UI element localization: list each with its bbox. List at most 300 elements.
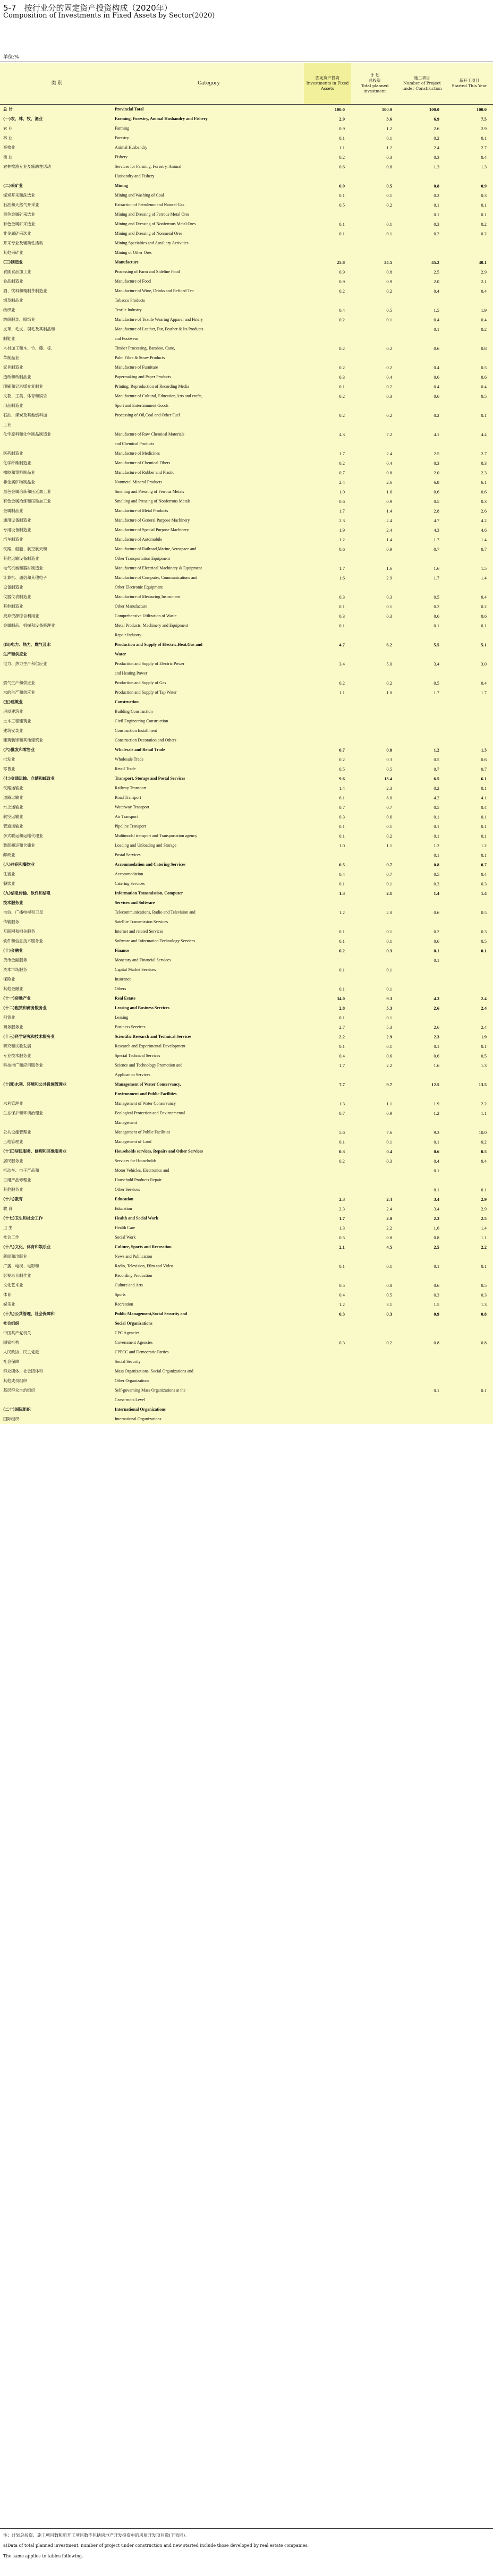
category-en-cell: Transport, Storage and Postal Services [115,776,185,781]
started-cell: 1.3 [481,1063,487,1068]
category-en-cell: Wholesale Trade [115,757,143,762]
investment-cell: 0.1 [304,191,351,200]
investment-cell: 1.3 [304,1223,351,1233]
table-row [0,869,493,879]
total-planned-cell [351,172,398,181]
category-en-cell: and Footwear [115,336,138,341]
investment-cell: 2.7 [304,1022,351,1032]
investment-cell: 1.2 [304,1300,351,1309]
investment-cell: 0.9 [304,181,351,191]
table-row [0,831,493,841]
total-planned-cell [351,248,398,258]
total-planned-cell: 0.1 [386,929,392,934]
projects-cell: 0.8 [434,1235,439,1240]
category-en-cell: Mining and Washing of Coal [115,193,164,198]
investment-cell: 0.9 [304,277,351,286]
projects-cell [398,697,446,707]
total-planned-cell [351,975,398,984]
category-en-cell: Building Construction [115,709,153,714]
table-row [0,936,493,946]
total-planned-cell: 0.1 [386,135,392,141]
table-row [0,793,493,803]
table-row [0,688,493,697]
investment-cell: 0.1 [304,984,351,994]
investment-cell: 2.3 [304,1204,351,1214]
category-en-cell: Forestry [115,135,129,140]
category-en-cell: Information Transmission, Computer [115,891,183,895]
total-planned-cell [351,1347,398,1357]
started-cell: 2.4 [481,996,487,1001]
category-cn-cell: 计算机、通信和其他电子 [3,575,47,580]
category-cn-cell: 电力、热力生产和供应业 [3,661,47,666]
category-en-cell: Metal Products, Machinery and Equipment [115,623,188,628]
table-row [0,1281,493,1290]
total-planned-cell: 0.7 [386,805,392,810]
table-body [0,105,493,1425]
started-cell: 0.9 [481,183,487,189]
total-planned-cell: 0.1 [386,1015,392,1020]
total-planned-cell [351,650,398,659]
total-planned-cell: 2.9 [386,1034,392,1039]
projects-cell [398,716,446,726]
projects-cell: 0.4 [434,317,439,322]
category-cn-cell: 研究和试验发展 [3,1044,31,1048]
started-cell: 0.1 [481,1044,487,1049]
started-cell [446,956,493,965]
projects-cell: 1.2 [434,843,439,848]
investment-cell [304,325,351,334]
investment-cell [304,172,351,181]
column-header-investment-label: 固定资产投资 Investments in Fixed Assets [306,75,349,91]
table-row [0,573,493,583]
category-en-cell: Provincial Total [115,107,144,112]
started-cell: 0.6 [481,757,487,762]
table-row [0,1414,493,1424]
category-en-cell: Culture, Sports and Recreation [115,1244,172,1249]
category-cn-cell: (十三)科学研究和技术服务业 [3,1034,55,1039]
started-cell [446,1328,493,1338]
projects-cell [398,965,446,975]
investment-cell: 0.1 [304,602,351,611]
table-row [0,525,493,535]
started-cell: 0.1 [481,824,487,829]
investment-cell: 0.3 [304,1147,351,1156]
category-cn-cell: 通用设备制造业 [3,518,31,523]
started-cell: 0.8 [481,346,487,351]
category-cn-cell: (七)交通运输、仓储和邮政业 [3,776,55,781]
investment-cell: 0.2 [304,411,351,420]
table-row [0,401,493,411]
total-planned-cell: 0.1 [386,221,392,227]
category-en-cell: Services for Farming, Forestry, Animal [115,164,182,169]
investment-cell: 0.1 [304,936,351,946]
table-row [0,1252,493,1261]
category-cn-cell: (十一)房地产业 [3,996,31,1001]
started-cell: 1.5 [481,566,487,571]
table-row [0,391,493,401]
total-planned-cell: 13.4 [384,776,392,781]
projects-cell: 3.4 [434,1197,439,1202]
projects-cell: 1.3 [434,164,439,169]
category-cn-cell: 印刷和记录媒介复制业 [3,384,43,389]
table-row [0,764,493,774]
category-en-cell: Manufacture of Wine, Drinks and Refined Tea [115,288,194,293]
total-planned-cell: 0.2 [386,365,392,370]
total-planned-cell: 1.6 [386,489,392,494]
category-cn-cell: 国家机构 [3,1340,19,1345]
table-row [0,1261,493,1271]
investment-cell: 0.1 [304,133,351,143]
projects-cell: 0.6 [434,374,439,380]
category-en-cell: Production and Supply of Electric,Heat,Gas and [115,642,202,647]
category-cn-cell: 国际组织 [3,1417,19,1421]
started-cell [446,1089,493,1099]
total-planned-cell [351,439,398,449]
table-row [0,822,493,831]
projects-cell: 0.8 [434,862,439,867]
started-cell: 1.3 [481,1302,487,1307]
category-en-cell: Health and Social Work [115,1216,158,1221]
category-cn-cell: (一)农、林、牧、渔业 [3,116,43,121]
projects-cell: 45.2 [431,260,439,265]
table-row [0,353,493,363]
category-en-cell: Mining of Other Ores [115,250,152,255]
category-en-cell: Farming [115,126,130,131]
category-cn-cell: 日用产品修理业 [3,1178,31,1182]
investment-cell [304,238,351,248]
category-cn-cell: 石油和天然气开采业 [3,202,39,207]
category-en-cell: Railway Transport [115,786,147,790]
started-cell: 5.1 [481,642,487,647]
started-cell: 4.4 [481,432,487,437]
category-cn-cell: 住宿业 [3,872,15,876]
started-cell: 100.0 [476,107,487,112]
total-planned-cell: 0.3 [386,1158,392,1164]
table-header-row [0,63,493,105]
started-cell [446,965,493,975]
projects-cell [398,1271,446,1281]
category-en-cell: Culture and Arts [115,1283,143,1287]
total-planned-cell [351,353,398,363]
investment-cell: 0.2 [304,946,351,956]
total-planned-cell: 0.4 [386,460,392,466]
total-planned-cell: 0.1 [386,824,392,829]
investment-cell [304,1166,351,1175]
total-planned-cell: 100.0 [381,107,392,112]
projects-cell: 1.5 [434,308,439,313]
total-planned-cell: 0.9 [386,547,392,552]
started-cell: 2.4 [481,1025,487,1030]
table-row [0,1051,493,1061]
category-cn-cell: 道路运输业 [3,795,23,800]
category-en-cell: Education [115,1206,132,1211]
total-planned-cell [351,1185,398,1195]
started-cell: 0.8 [481,1340,487,1345]
total-planned-cell: 0.5 [386,1292,392,1298]
table-row [0,1070,493,1080]
investment-cell: 1.9 [304,525,351,535]
table-row [0,908,493,917]
table-row [0,1099,493,1108]
category-cn-cell: 木材加工和木、竹、藤、棕、 [3,346,55,351]
started-cell [446,353,493,363]
projects-cell: 0.6 [434,910,439,915]
category-en-cell: Other Manufacture [115,604,148,609]
total-planned-cell: 2.4 [386,518,392,523]
investment-cell [304,1357,351,1367]
total-planned-cell [351,850,398,860]
started-cell: 0.2 [481,1139,487,1145]
investment-cell: 0.3 [304,372,351,382]
category-en-cell: Monetary and Financial Services [115,958,171,962]
table-row [0,1204,493,1214]
started-cell [446,898,493,908]
table-row [0,1214,493,1223]
category-cn-cell: 石油、煤炭及其他燃料加 [3,413,47,417]
category-cn-cell: 农 业 [3,126,13,131]
projects-cell: 0.1 [434,1139,439,1145]
category-cn-cell: 草制品业 [3,355,19,360]
started-cell [446,716,493,726]
table-row [0,1290,493,1300]
investment-cell: 1.1 [304,143,351,152]
category-cn-cell: (十八)文化、体育和娱乐业 [3,1244,51,1249]
column-header-investment [304,63,351,105]
category-cn-cell: 电信、广播电视和卫星 [3,910,43,915]
table-row [0,611,493,621]
category-cn-cell: 土地管理业 [3,1139,23,1144]
table-row [0,889,493,898]
table-row [0,535,493,544]
category-en-cell: Processing of Farm and Sideline Food [115,269,180,274]
investment-cell [304,850,351,860]
started-cell: 0.1 [481,413,487,418]
category-cn-cell: (十二)租赁和商务服务业 [3,1005,47,1010]
investment-cell: 1.7 [304,506,351,516]
projects-cell: 1.6 [434,566,439,571]
category-cn-cell: (十六)教育 [3,1197,23,1201]
table-row [0,172,493,181]
total-planned-cell: 1.4 [386,537,392,542]
started-cell: 1.2 [481,843,487,848]
investment-cell: 4.3 [304,430,351,439]
category-cn-cell [0,669,114,678]
projects-cell: 0.8 [434,1340,439,1345]
projects-cell [398,172,446,181]
category-en-cell: Manufacture of Electrical Machinery & Equipment [115,566,202,570]
investment-cell: 0.1 [304,879,351,889]
total-planned-cell: 0.1 [386,1139,392,1145]
started-cell: 0.5 [481,1283,487,1288]
started-cell: 0.3 [481,1292,487,1298]
total-planned-cell [351,238,398,248]
investment-cell [304,1089,351,1099]
category-cn-cell: 其他成员组织 [3,1378,27,1383]
started-cell: 0.5 [481,1053,487,1059]
category-cn-cell: 广播、电视、电影和 [3,1264,39,1268]
total-planned-cell: 0.1 [386,193,392,198]
started-cell: 0.1 [481,135,487,141]
category-cn-cell: 中国共产党机关 [3,1330,31,1335]
category-cn-cell: 管道运输业 [3,824,23,829]
category-cn-cell: 燃气生产和供应业 [3,680,35,685]
table-row [0,200,493,210]
category-cn-cell: (八)住宿和餐饮业 [3,862,35,867]
category-en-cell: Loading and Unloading and Storage [115,843,176,848]
total-planned-cell: 1.2 [386,126,392,131]
total-planned-cell [351,1367,398,1376]
category-en-cell: Manufacture of Medicines [115,451,160,456]
projects-cell: 5.5 [434,642,439,647]
investment-cell [304,296,351,305]
started-cell: 0.4 [481,1158,487,1164]
category-en-cell: Other Organizations [115,1378,149,1383]
category-cn-cell: 其他运输设备制造业 [3,556,39,561]
category-en-cell: Postal Services [115,852,141,857]
investment-cell: 0.1 [304,831,351,841]
projects-cell [398,1013,446,1022]
investment-cell [304,716,351,726]
projects-cell: 0.6 [434,394,439,399]
started-cell: 0.1 [481,212,487,217]
category-en-cell: Accommodation [115,872,143,876]
table-row [0,697,493,707]
investment-cell: 0.1 [304,1013,351,1022]
total-planned-cell [351,697,398,707]
table-row [0,449,493,458]
category-cn-cell: 其他金融业 [3,986,23,991]
column-header-started-label: 新开工项目 Started This Year [452,78,487,88]
table-row [0,946,493,956]
category-en-cell: Production and Supply of Gas [115,680,166,685]
started-cell: 0.3 [481,499,487,504]
started-cell: 1.3 [481,164,487,169]
category-en-cell: Road Transport [115,795,141,800]
investment-cell: 0.2 [304,363,351,372]
projects-cell: 0.6 [434,1149,439,1154]
table-row [0,181,493,191]
category-cn-cell: 生产和供应业 [3,652,27,656]
category-en-cell: Repair Industry [115,633,141,637]
category-en-cell: Tobacco Products [115,298,145,303]
investment-cell: 4.7 [304,640,351,650]
table-row [0,956,493,965]
table-row [0,803,493,812]
total-planned-cell [351,716,398,726]
total-planned-cell [351,210,398,219]
started-cell: 2.2 [481,1101,487,1106]
category-cn-cell: (十五)居民服务、修理和其他服务业 [3,1149,67,1154]
table-row [0,1118,493,1128]
started-cell: 0.5 [481,1149,487,1154]
category-en-cell: Management of Water Conservancy, [115,1082,181,1087]
investment-cell [304,669,351,678]
started-cell: 10.0 [479,1130,487,1135]
total-planned-cell: 2.4 [386,1197,392,1202]
total-planned-cell: 0.2 [386,413,392,418]
category-cn-cell: 其他服务业 [3,1187,23,1192]
table-row [0,917,493,927]
category-en-cell: Manufacture of General Purpose Machinery [115,518,190,523]
investment-cell [304,401,351,411]
projects-cell: 0.1 [434,824,439,829]
total-planned-cell: 0.5 [386,766,392,772]
table-row [0,296,493,305]
projects-cell: 0.3 [434,881,439,886]
projects-cell [398,898,446,908]
category-cn-cell: 煤炭开采和洗选业 [3,193,35,198]
total-planned-cell [351,917,398,927]
total-planned-cell [351,1089,398,1099]
category-en-cell: Manufacture of Chemical Fibers [115,460,171,465]
investment-cell: 0.6 [304,162,351,172]
investment-cell: 0.9 [304,124,351,133]
category-cn-cell: (十四)水利、环境和公共设施管理业 [3,1082,67,1087]
projects-cell [398,1252,446,1261]
category-en-cell: Public Management,Social Security and [115,1311,188,1316]
table-row [0,640,493,650]
category-cn-cell: 新闻和出版业 [3,1254,27,1259]
category-cn-cell: 机动车、电子产品和 [3,1168,39,1173]
projects-cell: 0.2 [434,135,439,141]
category-cn-cell: 制鞋业 [3,336,15,341]
category-en-cell: Finance [115,948,130,953]
projects-cell: 0.1 [434,202,439,208]
category-en-cell: Production and Supply of Tap Water [115,690,177,695]
total-planned-cell: 0.7 [386,862,392,867]
category-en-cell: Manufacture of Food [115,279,151,284]
investment-cell: 2.3 [304,516,351,525]
investment-cell: 0.1 [304,621,351,630]
category-en-cell: Health Care [115,1225,135,1230]
category-cn-cell: 烟草制品业 [3,298,23,303]
table-row [0,1386,493,1395]
table-row [0,1042,493,1051]
investment-cell [304,1395,351,1405]
category-cn-cell: 影视录音制作业 [3,1273,31,1278]
investment-cell [304,707,351,716]
table-row [0,1166,493,1175]
started-cell: 0.1 [481,948,487,953]
total-planned-cell: 2.4 [386,451,392,456]
projects-cell: 2.0 [434,470,439,475]
investment-cell [304,583,351,592]
table-row [0,1013,493,1022]
category-cn-cell: 批发业 [3,757,15,762]
total-planned-cell [351,736,398,745]
category-cn-cell: 家具制造业 [3,365,23,370]
table-row [0,229,493,238]
category-cn-cell: (六)批发和零售业 [3,747,35,752]
started-cell [446,1376,493,1386]
category-en-cell: Papermaking and Paper Products [115,374,171,379]
investment-cell: 2.1 [304,1242,351,1252]
category-en-cell: Capital Market Services [115,967,156,972]
page-footer [0,2528,493,2576]
table-row [0,860,493,869]
total-planned-cell: 0.8 [386,747,392,753]
started-cell: 0.5 [481,394,487,399]
investment-cell [304,1328,351,1338]
started-cell: 0.1 [481,786,487,791]
footnote-english-2: The same applies to tables following. [3,2554,83,2558]
projects-cell: 1.2 [434,1111,439,1116]
investment-cell: 0.1 [304,927,351,936]
investment-cell [304,1347,351,1357]
category-cn-cell: 多式联运和运输代理业 [3,833,43,838]
table-row [0,927,493,936]
total-planned-cell [351,726,398,736]
